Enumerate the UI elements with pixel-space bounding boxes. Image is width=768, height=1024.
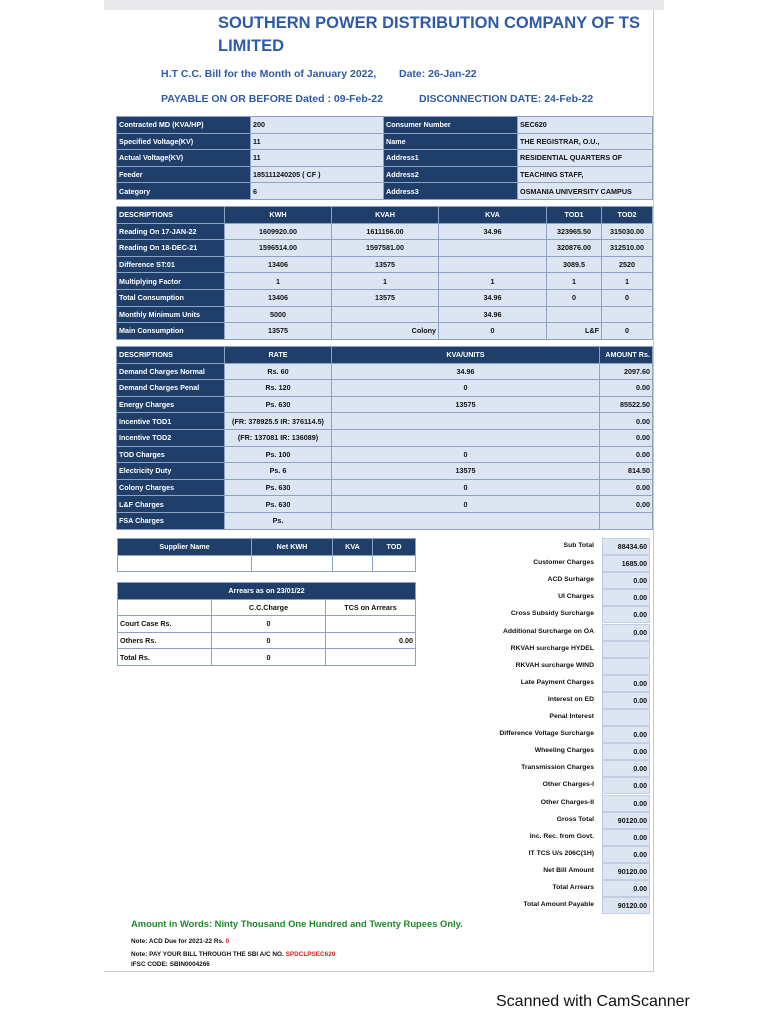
info-row — [117, 183, 653, 200]
summary-value: 0.00 — [602, 589, 650, 606]
charge-description: Demand Charges Penal — [117, 380, 225, 397]
summary-label: Other Charges-I — [542, 781, 594, 789]
summary-value: 0.00 — [602, 726, 650, 743]
summary-value: 0.00 — [602, 743, 650, 760]
charges-row — [117, 413, 653, 430]
readings-value: 5000 — [225, 306, 332, 323]
summary-label: ACD Surharge — [547, 576, 594, 584]
charge-units: 0 — [332, 380, 600, 397]
charge-units: 34.96 — [332, 363, 600, 380]
info-value: OSMANIA UNIVERSITY CAMPUS — [518, 183, 653, 200]
colony-value: 0 — [439, 323, 547, 340]
readings-value — [602, 306, 653, 323]
readings-row — [117, 223, 653, 240]
info-value: 11 — [251, 133, 384, 150]
summary-label: Transmission Charges — [521, 764, 594, 772]
arrears-tcs-value: 0.00 — [326, 632, 416, 649]
charge-rate: (FR: 137081 IR: 136089) — [225, 429, 332, 446]
charge-rate: Ps. — [225, 512, 332, 529]
summary-value: 0.00 — [602, 846, 650, 863]
readings-value — [332, 306, 439, 323]
summary-label: Total Amount Payable — [523, 901, 594, 909]
supplier-column-header: TOD — [373, 539, 416, 556]
acd-note-text: Note: ACD Due for 2021-22 Rs. — [131, 938, 224, 945]
summary-value: 88434.60 — [602, 538, 650, 555]
info-row — [117, 133, 653, 150]
info-row — [117, 166, 653, 183]
arrears-tcs-value — [326, 649, 416, 666]
arrears-cc-value: 0 — [212, 632, 326, 649]
readings-column-header: DESCRIPTIONS — [117, 207, 225, 224]
info-label: Address2 — [384, 166, 518, 183]
readings-label: Reading On 17-JAN-22 — [117, 223, 225, 240]
readings-label: Difference ST:01 — [117, 256, 225, 273]
summary-value: 1685.00 — [602, 555, 650, 572]
readings-label: Monthly Minimum Units — [117, 306, 225, 323]
readings-value: 34.96 — [439, 306, 547, 323]
main-consumption-value: 13575 — [225, 323, 332, 340]
info-label: Address3 — [384, 183, 518, 200]
readings-column-header: TOD2 — [602, 207, 653, 224]
summary-value — [602, 709, 650, 726]
bill-date: Date: 26-Jan-22 — [399, 68, 477, 80]
charge-description: Energy Charges — [117, 396, 225, 413]
charges-row — [117, 363, 653, 380]
charge-units — [332, 429, 600, 446]
charge-units: 0 — [332, 479, 600, 496]
summary-label: Net Bill Amount — [543, 866, 594, 874]
charge-amount: 0.00 — [600, 446, 653, 463]
readings-value — [439, 240, 547, 257]
summary-label: Sub Total — [563, 542, 594, 549]
summary-label: IT TCS U/s 206C(1H) — [528, 849, 594, 857]
readings-value: 312510.00 — [602, 240, 653, 257]
info-value: 185111240205 ( CF ) — [251, 166, 384, 183]
charge-amount: 2097.60 — [600, 363, 653, 380]
summary-label: Customer Charges — [533, 559, 594, 567]
payment-note-text: Note: PAY YOUR BILL THROUGH THE SBI A/C NO. — [131, 951, 284, 958]
charge-description: FSA Charges — [117, 512, 225, 529]
charges-row — [117, 429, 653, 446]
charge-units: 0 — [332, 496, 600, 513]
meter-readings-table — [116, 206, 653, 340]
readings-column-header: KVA — [439, 207, 547, 224]
arrears-cc-value: 0 — [212, 649, 326, 666]
readings-value: 13575 — [332, 256, 439, 273]
info-value: TEACHING STAFF, — [518, 166, 653, 183]
readings-value: 13575 — [332, 289, 439, 306]
charge-description: L&F Charges — [117, 496, 225, 513]
charges-row — [117, 446, 653, 463]
summary-value — [602, 658, 650, 675]
info-row — [117, 117, 653, 134]
arrears-label: Others Rs. — [118, 632, 212, 649]
readings-label: Multiplying Factor — [117, 273, 225, 290]
readings-value: 0 — [602, 289, 653, 306]
charge-description: Electricity Duty — [117, 463, 225, 480]
charge-rate: Ps. 100 — [225, 446, 332, 463]
readings-value: 3089.5 — [547, 256, 602, 273]
consumer-info-table — [116, 116, 653, 200]
readings-row — [117, 306, 653, 323]
charge-rate: (FR: 378925.5 IR: 376114.5) — [225, 413, 332, 430]
readings-value: 1 — [547, 273, 602, 290]
info-value: RESIDENTIAL QUARTERS OF — [518, 150, 653, 167]
supplier-column-header: Supplier Name — [118, 539, 252, 556]
info-label: Address1 — [384, 150, 518, 167]
info-label: Feeder — [117, 166, 251, 183]
info-label: Contracted MD (KVA/HP) — [117, 117, 251, 134]
readings-column-header: KVAH — [332, 207, 439, 224]
charges-column-header: DESCRIPTIONS — [117, 347, 225, 364]
info-value: 6 — [251, 183, 384, 200]
summary-label: Penal Interest — [549, 713, 594, 720]
main-consumption-label: Main Consumption — [117, 323, 225, 340]
supplier-empty-row — [118, 555, 416, 572]
summary-label: Total Arrears — [552, 884, 594, 891]
charge-units: 13575 — [332, 396, 600, 413]
readings-value: 323965.50 — [547, 223, 602, 240]
readings-row — [117, 240, 653, 257]
summary-label: RKVAH surcharge HYDEL — [510, 644, 594, 652]
info-label: Category — [117, 183, 251, 200]
payment-note — [131, 951, 335, 958]
top-strip — [104, 0, 664, 10]
readings-value: 1 — [439, 273, 547, 290]
charges-column-header: KVA/UNITS — [332, 347, 600, 364]
readings-value: 1 — [332, 273, 439, 290]
summary-value: 0.00 — [602, 829, 650, 846]
company-title: SOUTHERN POWER DISTRIBUTION COMPANY OF TS LIMITED — [218, 14, 640, 55]
readings-value: 315030.00 — [602, 223, 653, 240]
readings-label: Total Consumption — [117, 289, 225, 306]
amount-in-words: Amount in Words: Ninty Thousand One Hundred and Twenty Rupees Only. — [131, 918, 463, 929]
charges-row — [117, 512, 653, 529]
readings-value: 1596514.00 — [225, 240, 332, 257]
info-row — [117, 150, 653, 167]
summary-label: Wheeling Charges — [534, 747, 594, 755]
charge-description: Colony Charges — [117, 479, 225, 496]
summary-value: 0.00 — [602, 760, 650, 777]
charge-description: Demand Charges Normal — [117, 363, 225, 380]
summary-label: Difference Voltage Surcharge — [499, 730, 594, 738]
lf-value: 0 — [602, 323, 653, 340]
readings-row — [117, 256, 653, 273]
disconnection-date: DISCONNECTION DATE: 24-Feb-22 — [419, 93, 594, 105]
arrears-label: Total Rs. — [118, 649, 212, 666]
bill-month: H.T C.C. Bill for the Month of January 2022, — [161, 68, 377, 80]
supplier-table — [117, 538, 416, 572]
charge-amount: 0.00 — [600, 479, 653, 496]
info-label: Consumer Number — [384, 117, 518, 134]
readings-value: 1611156.00 — [332, 223, 439, 240]
readings-value: 1 — [225, 273, 332, 290]
charge-rate: Ps. 630 — [225, 479, 332, 496]
supplier-column-header: Net KWH — [252, 539, 333, 556]
readings-value: 1597581.00 — [332, 240, 439, 257]
arrears-tcs-value — [326, 616, 416, 633]
summary-value: 0.00 — [602, 572, 650, 589]
charge-amount: 0.00 — [600, 429, 653, 446]
readings-value: 2520 — [602, 256, 653, 273]
summary-value: 90120.00 — [602, 897, 650, 914]
summary-value: 0.00 — [602, 777, 650, 794]
charge-units: 13575 — [332, 463, 600, 480]
arrears-row — [118, 649, 416, 666]
info-label: Actual Voltage(KV) — [117, 150, 251, 167]
charge-amount: 0.00 — [600, 496, 653, 513]
summary-label: Cross Subsidy Surcharge — [510, 610, 594, 618]
summary-value: 0.00 — [602, 624, 650, 641]
summary-label: Other Charges-II — [540, 798, 594, 806]
camscanner-watermark: Scanned with CamScanner — [496, 993, 690, 1010]
arrears-title: Arrears as on 23/01/22 — [118, 583, 416, 600]
charges-row — [117, 463, 653, 480]
summary-value: 90120.00 — [602, 812, 650, 829]
arrears-row — [118, 632, 416, 649]
readings-value: 320876.00 — [547, 240, 602, 257]
readings-row — [117, 273, 653, 290]
charge-rate: Rs. 120 — [225, 380, 332, 397]
charge-description: Incentive TOD2 — [117, 429, 225, 446]
supplier-column-header: KVA — [333, 539, 373, 556]
readings-value: 13406 — [225, 256, 332, 273]
summary-value: 0.00 — [602, 880, 650, 897]
charges-table — [116, 346, 653, 530]
summary-value: 0.00 — [602, 675, 650, 692]
charge-units: 0 — [332, 446, 600, 463]
charge-rate: Ps. 630 — [225, 396, 332, 413]
readings-value: 1 — [602, 273, 653, 290]
info-value: 200 — [251, 117, 384, 134]
readings-row — [117, 289, 653, 306]
readings-value — [547, 306, 602, 323]
readings-column-header: KWH — [225, 207, 332, 224]
summary-label: UI Charges — [558, 593, 594, 601]
main-consumption-row — [117, 323, 653, 340]
charges-row — [117, 479, 653, 496]
charge-description: TOD Charges — [117, 446, 225, 463]
charge-units — [332, 413, 600, 430]
colony-label: Colony — [332, 323, 439, 340]
summary-value: 0.00 — [602, 692, 650, 709]
readings-value: 34.96 — [439, 223, 547, 240]
charges-row — [117, 496, 653, 513]
readings-value: 13406 — [225, 289, 332, 306]
charge-amount: 85522.50 — [600, 396, 653, 413]
info-value: 11 — [251, 150, 384, 167]
arrears-tcs-header: TCS on Arrears — [326, 599, 416, 616]
arrears-cc-value: 0 — [212, 616, 326, 633]
charge-description: Incentive TOD1 — [117, 413, 225, 430]
acd-note — [131, 938, 229, 945]
readings-value — [439, 256, 547, 273]
readings-value: 1609920.00 — [225, 223, 332, 240]
readings-value: 0 — [547, 289, 602, 306]
summary-label: RKVAH surcharge WIND — [515, 661, 594, 669]
summary-value: 0.00 — [602, 795, 650, 812]
arrears-label: Court Case Rs. — [118, 616, 212, 633]
charge-rate: Rs. 60 — [225, 363, 332, 380]
info-label: Specified Voltage(KV) — [117, 133, 251, 150]
charge-rate: Ps. 630 — [225, 496, 332, 513]
payable-date: PAYABLE ON OR BEFORE Dated : 09-Feb-22 — [161, 93, 383, 105]
summary-value: 90120.00 — [602, 863, 650, 880]
info-value: THE REGISTRAR, O.U., — [518, 133, 653, 150]
summary-label: Gross Total — [556, 815, 594, 823]
summary-label: Additional Surcharge on OA — [502, 627, 594, 635]
charge-amount: 0.00 — [600, 380, 653, 397]
arrears-row — [118, 616, 416, 633]
info-value: SEC620 — [518, 117, 653, 134]
charge-amount: 814.50 — [600, 463, 653, 480]
readings-column-header: TOD1 — [547, 207, 602, 224]
payment-account-number: SPDCLPSEC620 — [285, 951, 336, 958]
summary-label: Inc. Rec. from Govt. — [529, 832, 594, 840]
charge-units — [332, 512, 600, 529]
summary-value — [602, 641, 650, 658]
lf-label: L&F — [547, 323, 602, 340]
summary-label: Late Payment Charges — [520, 678, 594, 686]
charges-column-header: RATE — [225, 347, 332, 364]
acd-note-value: 0 — [225, 938, 230, 945]
summary-label: Interest on ED — [547, 695, 594, 703]
charge-amount: 0.00 — [600, 413, 653, 430]
info-label: Name — [384, 133, 518, 150]
readings-value: 34.96 — [439, 289, 547, 306]
charges-row — [117, 396, 653, 413]
arrears-cc-charge-header: C.C.Charge — [212, 599, 326, 616]
charge-amount — [600, 512, 653, 529]
arrears-subheader-row — [118, 599, 416, 616]
ifsc-code: IFSC CODE: SBIN0004266 — [131, 961, 210, 968]
arrears-table — [117, 582, 416, 666]
charge-rate: Ps. 6 — [225, 463, 332, 480]
summary-value: 0.00 — [602, 606, 650, 623]
readings-label: Reading On 18-DEC-21 — [117, 240, 225, 257]
charges-row — [117, 380, 653, 397]
charges-column-header: AMOUNT Rs. — [600, 347, 653, 364]
